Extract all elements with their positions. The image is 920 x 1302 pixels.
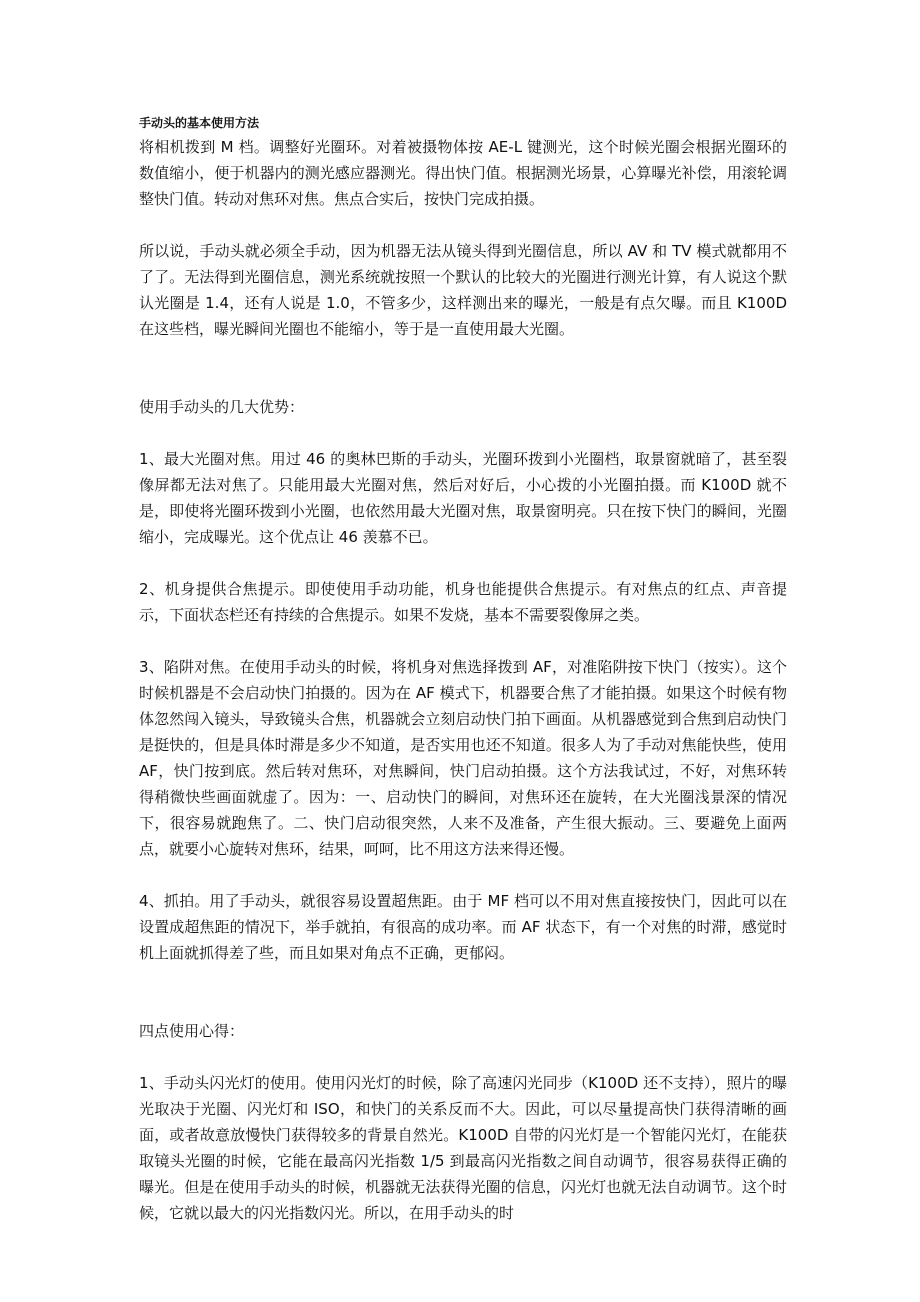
paragraph-spacer <box>139 420 787 446</box>
paragraph-advantage-4: 4、抓拍。用了手动头，就很容易设置超焦距。由于 MF 档可以不用对焦直接按快门，因此可以在设置成超焦距的情况下，举手就拍，有很高的成功率。而 AF 状态下，有一个对焦的时滞，感觉时机上面就抓得差了些，而且如果对角点不正确，更郁闷。 <box>139 892 787 962</box>
heading-tips: 四点使用心得： <box>139 1022 245 1040</box>
paragraph-spacer <box>139 212 787 238</box>
paragraph-full-manual: 所以说，手动头就必须全手动，因为机器无法从镜头得到光圈信息，所以 AV 和 TV 模式就都用不了了。无法得到光圈信息，测光系统就按照一个默认的比较大的光圈进行测光计算，有人说这个默认光圈是 1.4，还有人说是 1.0，不管多少，这样测出来的曝光，一般是有点欠曝。而且 K100D 在这些档，曝光瞬间光圈也不能缩小，等于是一直使用最大光圈。 <box>139 242 787 338</box>
paragraph-spacer <box>139 966 787 1018</box>
section-title: 手动头的基本使用方法 <box>139 116 260 130</box>
paragraph-spacer <box>139 628 787 654</box>
paragraph-spacer <box>139 550 787 576</box>
paragraph-spacer <box>139 1044 787 1070</box>
paragraph-advantage-1: 1、最大光圈对焦。用过 46 的奥林巴斯的手动头，光圈环拨到小光圈档，取景窗就暗了，甚至裂像屏都无法对焦了。只能用最大光圈对焦，然后对好后，小心拨的小光圈拍摄。而 K100D 就不是，即使将光圈环拨到小光圈，也依然用最大光圈对焦，取景窗明亮。只在按下快门的瞬间，光圈缩小，完成曝光。这个优点让 46 羡慕不已。 <box>139 450 787 546</box>
paragraph-spacer <box>139 862 787 888</box>
paragraph-spacer <box>139 342 787 394</box>
paragraph-advantage-2: 2、机身提供合焦提示。即使使用手动功能，机身也能提供合焦提示。有对焦点的红点、声音提示，下面状态栏还有持续的合焦提示。如果不发烧，基本不需要裂像屏之类。 <box>139 580 787 624</box>
heading-advantages: 使用手动头的几大优势： <box>139 398 305 416</box>
document-page <box>139 114 787 1226</box>
paragraph-tip-1: 1、手动头闪光灯的使用。使用闪光灯的时候，除了高速闪光同步（K100D 还不支持），照片的曝光取决于光圈、闪光灯和 ISO，和快门的关系反而不大。因此，可以尽量提高快门获得清晰的画面，或者故意放慢快门获得较多的背景自然光。K100D 自带的闪光灯是一个智能闪光灯，在能获取镜头光圈的时候，它能在最高闪光指数 1/5 到最高闪光指数之间自动调节，很容易获得正确的曝光。但是在使用手动头的时候，机器就无法获得光圈的信息，闪光灯也就无法自动调节。这个时候，它就以最大的闪光指数闪光。所以，在用手动头的时 <box>139 1074 787 1222</box>
paragraph-basic-usage: 将相机拨到 M 档。调整好光圈环。对着被摄物体按 AE-L 键测光，这个时候光圈会根据光圈环的数值缩小，便于机器内的测光感应器测光。得出快门值。根据测光场景，心算曝光补偿，用滚轮调整快门值。转动对焦环对焦。焦点合实后，按快门完成拍摄。 <box>139 138 787 208</box>
paragraph-advantage-3: 3、陷阱对焦。在使用手动头的时候，将机身对焦选择拨到 AF，对准陷阱按下快门（按实）。这个时候机器是不会启动快门拍摄的。因为在 AF 模式下，机器要合焦了才能拍摄。如果这个时候有物体忽然闯入镜头，导致镜头合焦，机器就会立刻启动快门拍下画面。从机器感觉到合焦到启动快门是挺快的，但是具体时滞是多少不知道，是否实用也还不知道。很多人为了手动对焦能快些，使用 AF，快门按到底。然后转对焦环，对焦瞬间，快门启动拍摄。这个方法我试过，不好，对焦环转得稍微快些画面就虚了。因为：一、启动快门的瞬间，对焦环还在旋转，在大光圈浅景深的情况下，很容易就跑焦了。二、快门启动很突然，人来不及准备，产生很大振动。三、要避免上面两点，就要小心旋转对焦环，结果，呵呵，比不用这方法来得还慢。 <box>139 658 787 858</box>
